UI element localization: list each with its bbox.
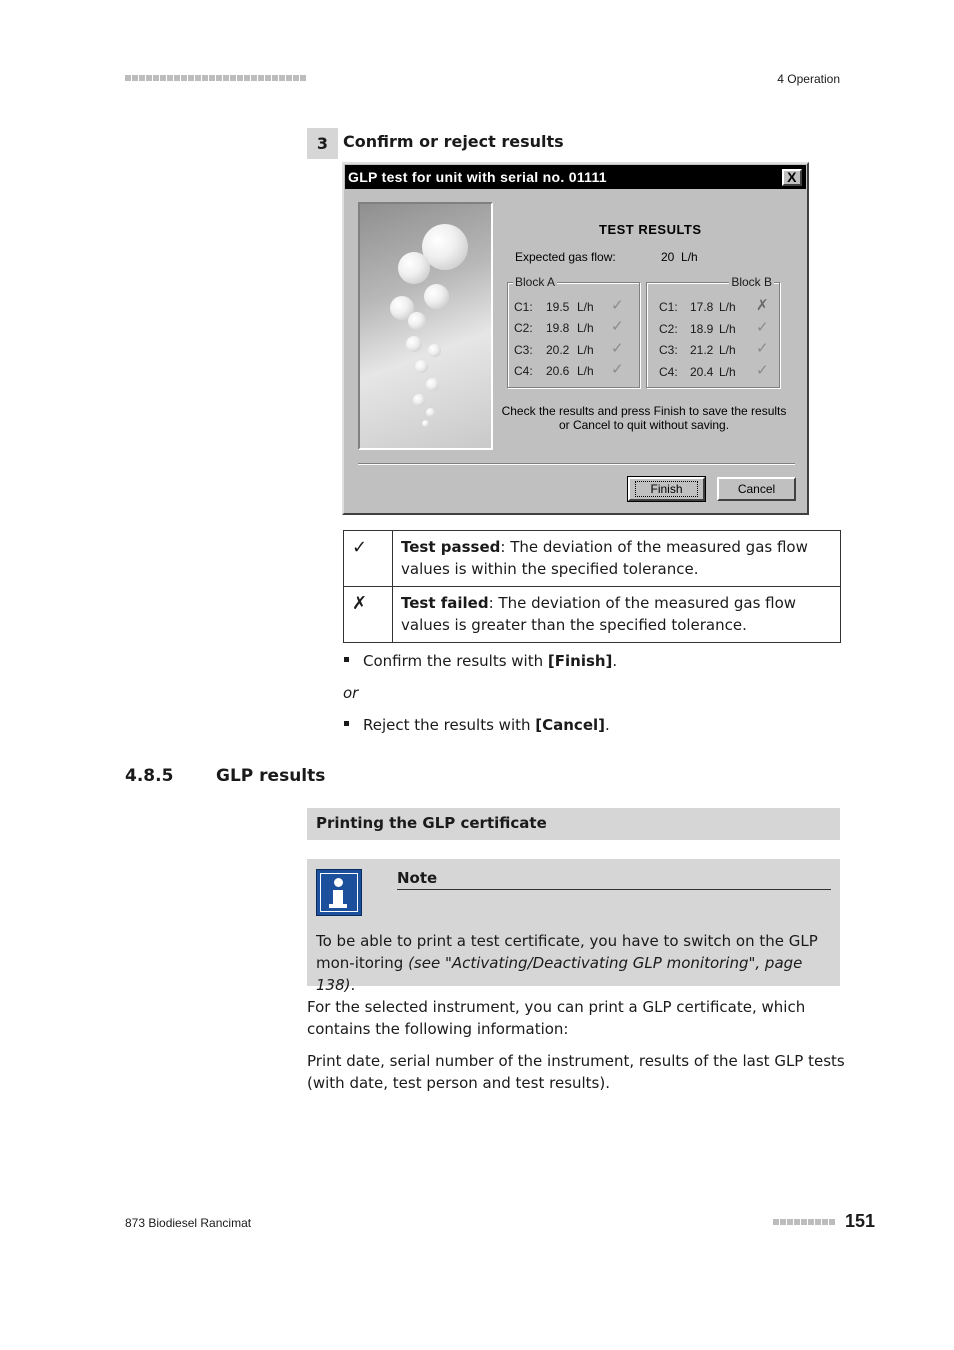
block-a-value: 19.8 — [546, 321, 570, 335]
table-row — [344, 587, 841, 643]
block-a-row: C2: — [514, 321, 533, 335]
block-a-label: Block A — [515, 275, 556, 289]
results-title: TEST RESULTS — [599, 222, 702, 237]
check-icon: ✓ — [756, 361, 769, 379]
cross-icon: ✗ — [344, 587, 393, 643]
dialog-title: GLP test for unit with serial no. 01111 — [348, 169, 607, 185]
check-icon: ✓ — [611, 339, 624, 357]
bullet-icon — [344, 721, 349, 726]
list-item: Confirm the results with [Finish]. — [344, 652, 617, 670]
or-text: or — [343, 684, 359, 702]
dialog-separator — [358, 463, 795, 465]
note-title: Note — [397, 869, 831, 890]
check-icon: ✓ — [344, 531, 393, 587]
paragraph: Print date, serial number of the instrument, results of the last GLP tests (with date, test person and test results). — [307, 1052, 845, 1092]
instruction-line-1: Check the results and press Finish to save the results — [501, 404, 787, 418]
dialog-titlebar — [345, 165, 806, 189]
block-a-unit: L/h — [577, 300, 594, 314]
header-section: 4 Operation — [777, 72, 840, 86]
block-a-unit: L/h — [577, 364, 594, 378]
legend-description: Test failed: The deviation of the measured gas flow values is greater than the specified tolerance. — [393, 587, 841, 643]
close-button[interactable]: X — [782, 169, 802, 186]
block-a-unit: L/h — [577, 343, 594, 357]
footer-decoration — [773, 1219, 835, 1225]
block-b-group — [646, 275, 780, 388]
instruction-line-2: or Cancel to quit without saving. — [558, 418, 730, 432]
list-item: Reject the results with [Cancel]. — [344, 716, 610, 734]
check-icon: ✓ — [756, 318, 769, 336]
block-b-value: 17.8 — [690, 300, 714, 314]
block-a-row: C4: — [514, 364, 533, 378]
block-b-value: 20.4 — [690, 365, 714, 379]
block-b-row: C1: — [659, 300, 678, 314]
check-icon: ✓ — [756, 339, 769, 357]
table-row — [344, 531, 841, 587]
glp-test-dialog — [342, 162, 809, 515]
block-a-row: C1: — [514, 300, 533, 314]
block-a-value: 20.6 — [546, 364, 570, 378]
block-b-unit: L/h — [719, 322, 736, 336]
block-a-value: 20.2 — [546, 343, 570, 357]
expected-flow-value: 20 L/h — [661, 250, 698, 264]
legend-table — [343, 530, 841, 643]
step-number: 3 — [307, 128, 338, 159]
cancel-button[interactable]: Cancel — [717, 477, 796, 501]
step-title: Confirm or reject results — [343, 132, 564, 151]
block-b-row: C2: — [659, 322, 678, 336]
finish-button-label: Finish — [635, 481, 697, 497]
footer-product: 873 Biodiesel Rancimat — [125, 1216, 252, 1230]
note-text: To be able to print a test certificate, you have to switch on the GLP mon-itoring (see "Activating/Deactivating GLP monitoring", page 138). — [316, 932, 818, 994]
block-a-row: C3: — [514, 343, 533, 357]
block-a-group — [507, 275, 640, 388]
finish-button[interactable] — [628, 477, 705, 501]
block-b-label: Block B — [731, 275, 772, 289]
section-title: GLP results — [216, 766, 326, 786]
legend-description: Test passed: The deviation of the measured gas flow values is within the specified tolerance. — [393, 531, 841, 587]
block-b-unit: L/h — [719, 365, 736, 379]
check-icon: ✓ — [611, 360, 624, 378]
page-number: 151 — [845, 1211, 876, 1231]
section-number: 4.8.5 — [125, 766, 174, 786]
block-a-value: 19.5 — [546, 300, 570, 314]
note-box — [307, 859, 840, 994]
block-b-row: C4: — [659, 365, 678, 379]
expected-flow-label: Expected gas flow: — [515, 250, 616, 264]
block-b-unit: L/h — [719, 300, 736, 314]
check-icon: ✓ — [611, 296, 624, 314]
header-decoration — [125, 75, 306, 81]
subheading: Printing the GLP certificate — [307, 808, 840, 840]
bubbles-image — [358, 202, 493, 450]
info-icon — [316, 869, 362, 916]
block-b-value: 18.9 — [690, 322, 714, 336]
block-b-unit: L/h — [719, 343, 736, 357]
block-b-row: C3: — [659, 343, 678, 357]
block-a-unit: L/h — [577, 321, 594, 335]
bullet-icon — [344, 657, 349, 662]
paragraph: For the selected instrument, you can print a GLP certificate, which contains the following information: — [307, 998, 806, 1038]
check-icon: ✓ — [611, 317, 624, 335]
cross-icon: ✗ — [756, 296, 769, 314]
block-b-value: 21.2 — [690, 343, 714, 357]
